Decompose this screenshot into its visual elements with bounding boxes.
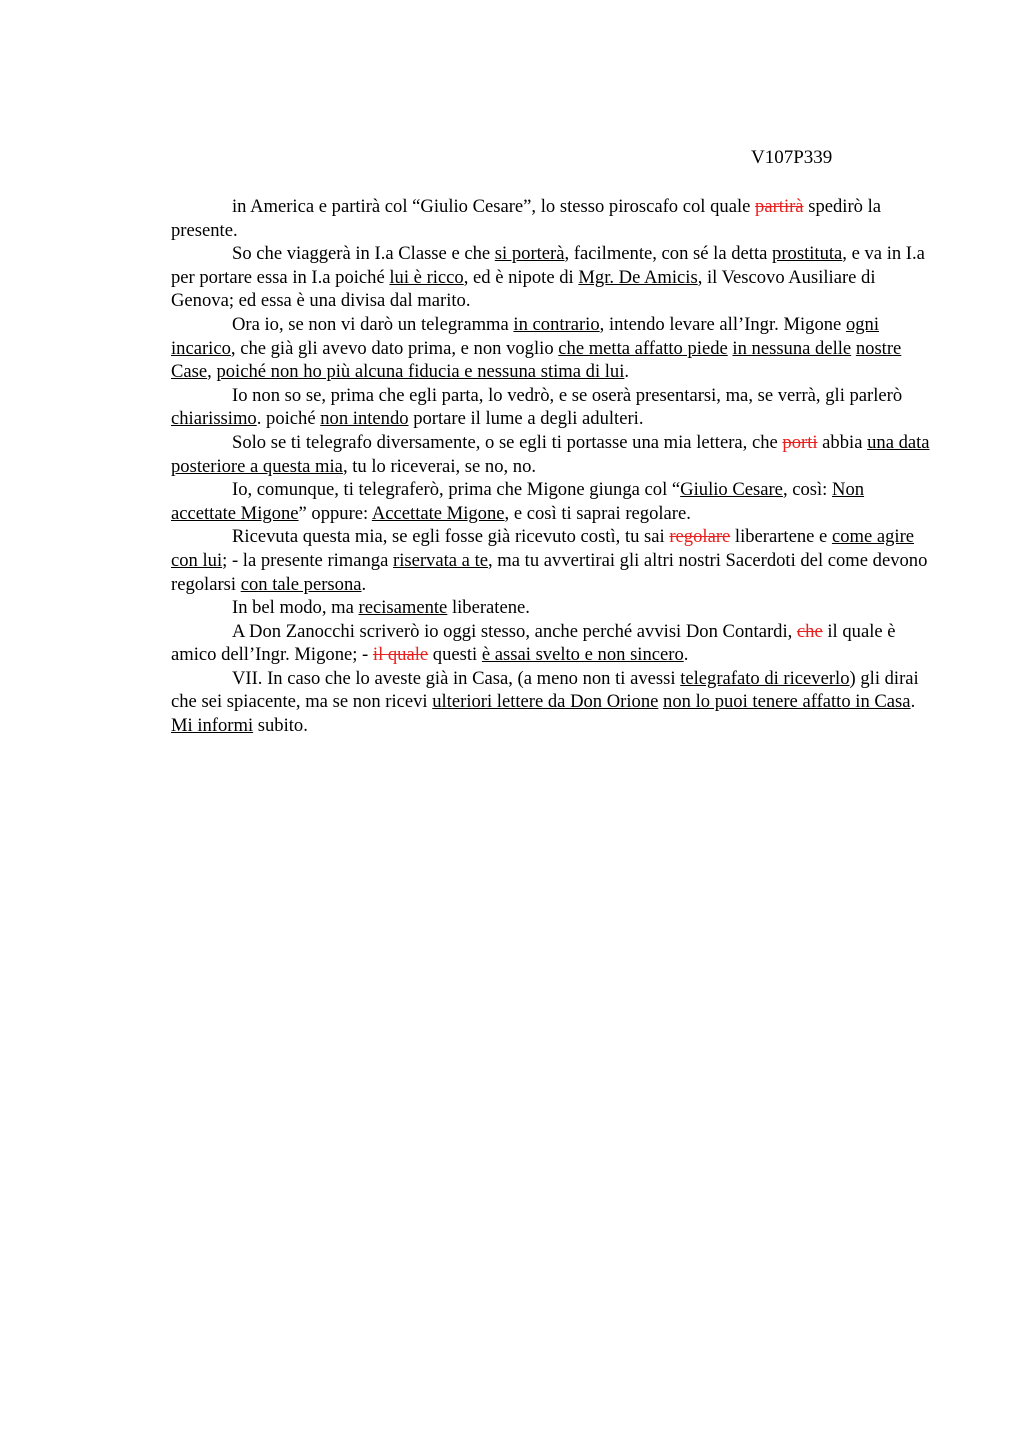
- text-segment: ) gli dirai che sei spiacente, ma se non ricevi: [171, 667, 919, 713]
- underlined-text: Giulio Cesare: [680, 479, 783, 501]
- underlined-text: in nessuna delle: [732, 337, 852, 359]
- paragraph: [171, 596, 933, 620]
- text-segment: subito.: [253, 715, 308, 737]
- paragraph: [171, 242, 933, 313]
- text-segment: , così:: [782, 479, 833, 501]
- underlined-text: non intendo: [320, 408, 409, 430]
- text-segment: VII. In caso che lo aveste già in Casa, (a meno non ti avessi: [232, 667, 681, 689]
- text-segment: Ricevuta questa mia, se egli fosse già ricevuto costì, tu sai: [232, 526, 670, 548]
- text-segment: In bel modo, ma: [232, 597, 359, 619]
- text-segment: , ed è nipote di: [463, 266, 579, 288]
- text-segment: , e va in I.a per portare essa in I.a poiché: [171, 243, 925, 288]
- underlined-text: Non accettate Migone: [171, 479, 865, 524]
- underlined-text: una data posteriore a questa mia: [171, 431, 930, 477]
- text-segment: , tu lo riceverai, se no, no.: [342, 455, 537, 477]
- text-segment: So che viaggerà in I.a Classe e che: [232, 243, 495, 265]
- underlined-text: riservata a te: [393, 549, 488, 571]
- text-segment: .: [683, 644, 689, 666]
- text-segment: in America e partirà col “Giulio Cesare”, lo stesso piroscafo col quale: [232, 196, 756, 217]
- underlined-text: prostituta: [772, 243, 843, 265]
- deleted-text: porti: [782, 431, 818, 453]
- text-segment: , facilmente, con sé la detta: [564, 243, 773, 265]
- text-segment: liberartene e: [730, 526, 832, 548]
- text-segment: , il Vescovo Ausiliare di Genova; ed essa è una divisa dal marito.: [171, 266, 876, 312]
- underlined-text: Mi informi: [171, 715, 254, 737]
- text-segment: abbia: [817, 431, 868, 453]
- deleted-text: regolare: [669, 526, 731, 548]
- text-segment: ,: [207, 361, 217, 383]
- underlined-text: Mgr. De Amicis: [578, 266, 698, 288]
- deleted-text: che: [796, 620, 823, 642]
- underlined-text: si porterà: [494, 243, 565, 265]
- text-segment: , che già gli avevo dato prima, e non voglio: [230, 337, 559, 359]
- underlined-text: ulteriori lettere da Don Orione: [432, 691, 659, 713]
- underlined-text: lui è ricco: [389, 266, 464, 288]
- deleted-text: il quale: [372, 644, 429, 666]
- text-segment: , e così ti saprai regolare.: [504, 502, 691, 524]
- paragraph: [171, 667, 933, 738]
- text-segment: liberatene.: [447, 597, 530, 619]
- text-segment: Io, comunque, ti telegraferò, prima che Migone giunga col “: [232, 479, 681, 501]
- underlined-text: chiarissimo: [171, 408, 257, 430]
- underlined-text: recisamente: [358, 597, 448, 619]
- text-segment: il quale è amico dell’Ingr. Migone; -: [171, 620, 896, 666]
- text-segment: ” oppure:: [298, 502, 372, 524]
- letter-body: [171, 195, 933, 738]
- paragraph: [171, 478, 933, 525]
- text-segment: questi: [428, 644, 482, 666]
- text-segment: .: [624, 361, 630, 383]
- underlined-text: come agire con lui: [171, 526, 915, 571]
- text-segment: , intendo levare all’Ingr. Migone: [599, 313, 846, 335]
- text-segment: ; - la presente rimanga: [222, 549, 394, 571]
- paragraph: [171, 431, 933, 478]
- paragraph: [171, 525, 933, 596]
- text-segment: spedirò la presente.: [171, 196, 882, 241]
- text-segment: portare il lume a degli adulteri.: [408, 408, 644, 430]
- underlined-text: non lo puoi tenere affatto in Casa: [663, 691, 911, 713]
- paragraph: [171, 195, 933, 242]
- text-segment: .: [361, 573, 367, 595]
- page-reference: V107P339: [751, 147, 833, 168]
- underlined-text: con tale persona: [240, 573, 362, 595]
- underlined-text: poiché non ho più alcuna fiducia e nessuna stima di lui: [216, 361, 625, 383]
- paragraph: [171, 620, 933, 667]
- text-segment: . poiché: [256, 408, 321, 430]
- text-segment: A Don Zanocchi scriverò io oggi stesso, anche perché avvisi Don Contardi,: [232, 620, 797, 642]
- paragraph: [171, 313, 933, 384]
- text-segment: Io non so se, prima che egli parta, lo vedrò, e se oserà presentarsi, ma, se verrà, gli parlerò: [232, 384, 903, 406]
- underlined-text: nostre Case: [171, 337, 902, 383]
- text-segment: Ora io, se non vi darò un telegramma: [232, 313, 514, 335]
- text-segment: Solo se ti telegrafo diversamente, o se egli ti portasse una mia lettera, che: [232, 431, 783, 453]
- underlined-text: che metta affatto piede: [558, 337, 728, 359]
- underlined-text: telegrafato di riceverlo: [680, 667, 850, 689]
- underlined-text: Accettate Migone: [371, 502, 505, 524]
- underlined-text: in contrario: [513, 313, 600, 335]
- text-segment: .: [910, 691, 916, 713]
- underlined-text: è assai svelto e non sincero: [481, 644, 684, 666]
- deleted-text: partirà: [755, 196, 804, 217]
- text-segment: , ma tu avvertirai gli altri nostri Sacerdoti del come devono regolarsi: [171, 549, 928, 595]
- underlined-text: ogni incarico: [171, 313, 879, 359]
- paragraph: [171, 384, 933, 431]
